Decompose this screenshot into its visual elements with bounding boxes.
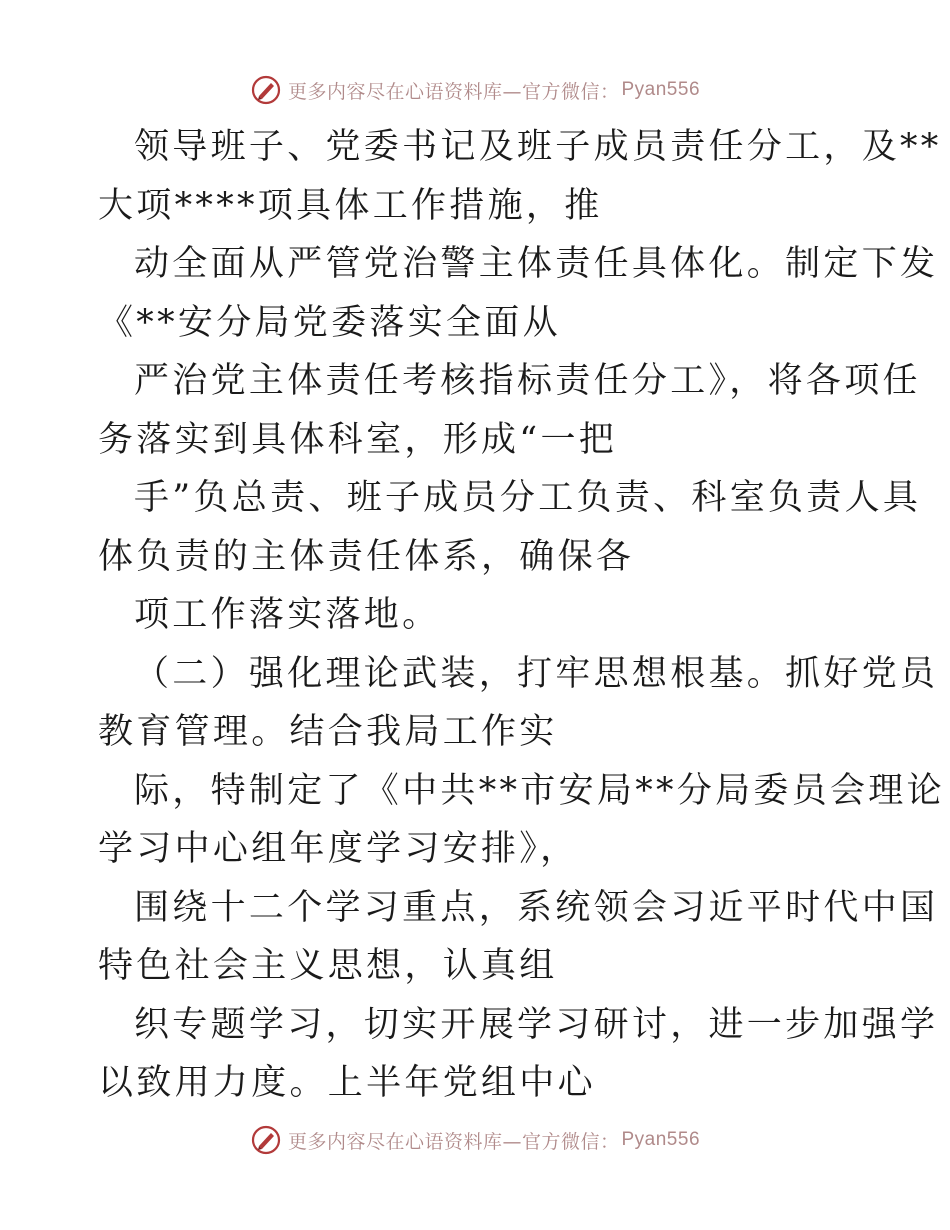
watermark-text: 更多内容尽在心语资料库—官方微信： (287, 1130, 620, 1153)
pen-logo-icon (250, 1124, 282, 1156)
pen-logo-icon (250, 74, 282, 106)
watermark-handle: Pyan556 (621, 1129, 701, 1150)
watermark-handle: Pyan556 (621, 79, 701, 100)
text-line: 以致用力度。上半年党组中心 (98, 1063, 596, 1103)
text-line: 特色社会主义思想，认真组 (98, 946, 558, 986)
text-line: 际，特制定了《中共**市安局**分局委员会理论 (134, 770, 945, 811)
text-line: 领导班子、党委书记及班子成员责任分工，及** (134, 127, 942, 167)
text-line: 《**安分局党委落实全面从 (98, 302, 561, 343)
text-line: 织专题学习，切实开展学习研讨，进一步加强学 (134, 1004, 939, 1045)
text-line: 务落实到具体科室，形成“一把 (98, 419, 618, 460)
text-line: （二）强化理论武装，打牢思想根基。抓好党员 (134, 653, 939, 694)
text-line: 体负责的主体责任体系，确保各 (98, 536, 635, 577)
document-body (98, 118, 945, 1113)
text-line: 手”负总责、班子成员分工负责、科室负责人具 (134, 478, 922, 518)
watermark-text: 更多内容尽在心语资料库—官方微信： (287, 80, 620, 103)
header-watermark (0, 70, 950, 110)
footer-watermark (0, 1120, 950, 1160)
text-line: 围绕十二个学习重点，系统领会习近平时代中国 (134, 887, 939, 928)
text-line: 项工作落实落地。 (134, 595, 441, 635)
text-line: 动全面从严管党治警主体责任具体化。制定下发 (134, 244, 939, 284)
text-line: 大项****项具体工作措施，推 (98, 185, 603, 226)
text-line: 学习中心组年度学习安排》， (98, 829, 579, 869)
text-line: 教育管理。结合我局工作实 (98, 712, 558, 752)
text-line: 严治党主体责任考核指标责任分工》，将各项任 (134, 361, 921, 401)
